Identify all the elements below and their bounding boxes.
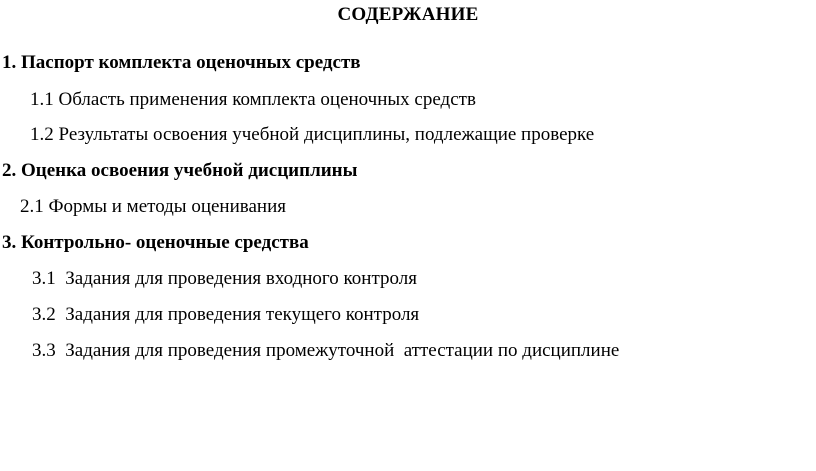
toc-section-1: 1. Паспорт комплекта оценочных средств	[2, 52, 361, 73]
toc-subsection-3-2: 3.2 Задания для проведения текущего контроля	[32, 304, 420, 325]
toc-subsection-1-1: 1.1 Область применения комплекта оценочных средств	[30, 89, 476, 110]
toc-subsection-3-3: 3.3 Задания для проведения промежуточной аттестации по дисциплине	[32, 340, 620, 361]
toc-subsection-2-1: 2.1 Формы и методы оценивания	[20, 196, 286, 217]
toc-section-3: 3. Контрольно- оценочные средства	[2, 232, 309, 253]
page-title: СОДЕРЖАНИЕ	[337, 4, 479, 25]
toc-subsection-1-2: 1.2 Результаты освоения учебной дисциплины, подлежащие проверке	[30, 124, 595, 145]
toc-subsection-3-1: 3.1 Задания для проведения входного контроля	[32, 268, 417, 289]
toc-section-2: 2. Оценка освоения учебной дисциплины	[2, 160, 358, 181]
